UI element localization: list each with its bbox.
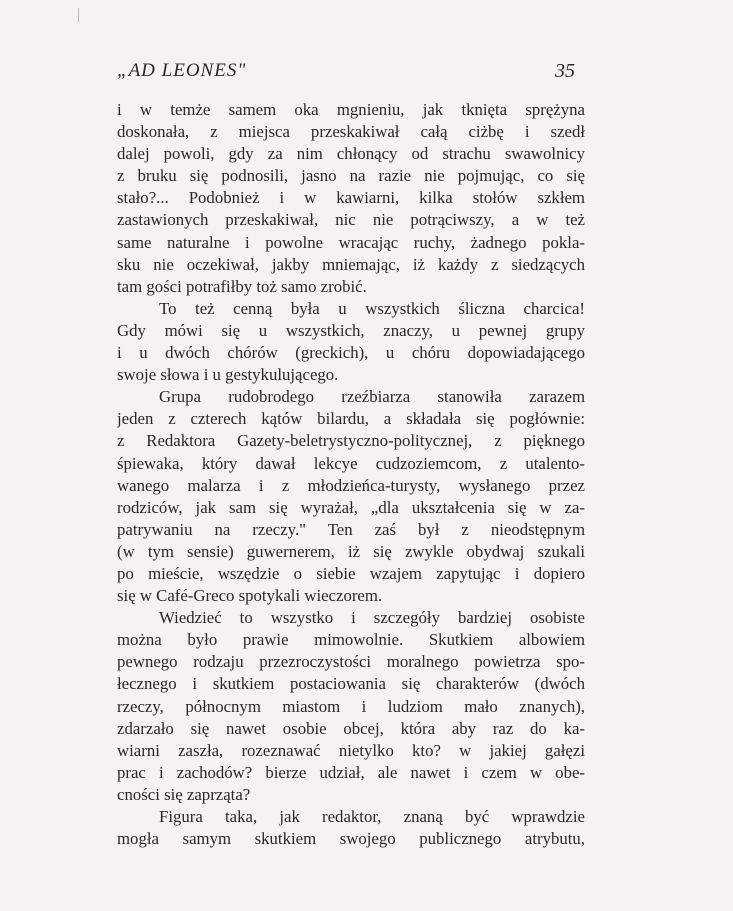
text-line: można było prawie mimowolnie. Skutkiem albowiem: [117, 630, 585, 650]
text-line: To też cenną była u wszystkich śliczna charcica!: [159, 298, 585, 318]
text-line: Grupa rudobrodego rzeźbiarza stanowiła zarazem: [159, 387, 585, 407]
text-line: rzeczy, północnym miastom i ludziom mało znanych),: [117, 696, 585, 716]
text-line: z Redaktora Gazety-beletrystyczno-politycznej, z pięknego: [117, 431, 585, 451]
text-line: rodziców, jak sam się wyrażał, „dla ukształcenia się w za-: [117, 497, 585, 517]
text-line: z bruku się podnosili, jasno na razie nie pojmując, co się: [117, 166, 585, 186]
text-line: patrywaniu na rzeczy." Ten zaś był z nieodstępnym: [117, 519, 585, 539]
text-line: Figura taka, jak redaktor, znaną być wprawdzie: [159, 807, 585, 826]
text-line: prac i zachodów? bierze udział, ale nawet i czem w obe-: [117, 762, 585, 782]
running-head: „AD LEONES": [117, 60, 247, 81]
text-line: Wiedzieć to wszystko i szczegóły bardziej osobiste: [159, 608, 585, 628]
text-line: zdarzało się nawet osobie obcej, która aby raz do ka-: [117, 718, 585, 738]
text-line: dalej powoli, gdy za nim chłonący od strachu swawolnicy: [117, 144, 585, 164]
text-line: pewnego rodzaju przezroczystości moralnego powietrza spo-: [117, 652, 585, 672]
text-line: mogła samym skutkiem swojego publicznego atrybutu,: [117, 829, 585, 849]
text-line: po mieście, wszędzie o siebie wzajem zapytując i dopiero: [117, 563, 585, 583]
text-line: Gdy mówi się u wszystkich, znaczy, u pewnej grupy: [117, 320, 585, 340]
text-line: i w temże samem oka mgnieniu, jak tknięta sprężyna: [117, 100, 585, 119]
text-line: jeden z czterech kątów bilardu, a składała się pogłównie:: [117, 409, 585, 429]
text-line: zastawionych przeskakiwał, nic nie potrąciwszy, a w też: [117, 210, 585, 230]
text-line: wiarni zaszła, rozeznawać nietylko kto? w jakiej gałęzi: [117, 740, 585, 760]
body-text: [117, 99, 585, 850]
text-line: sku nie oczekiwał, jakby mniemając, iż każdy z siedzących: [117, 254, 585, 274]
text-line: i u dwóch chórów (greckich), u chóru dopowiadającego: [117, 343, 585, 363]
text-line: cności się zaprząta?: [117, 784, 251, 804]
text-line: wanego malarza i z młodzieńca-turysty, wysłanego przez: [117, 475, 585, 495]
text-line: swoje słowa i u gestykulującego.: [117, 365, 339, 385]
text-line: stało?... Podobnież i w kawiarni, kilka stołów szkłem: [117, 188, 585, 208]
text-line: się w Café-Greco spotykali wieczorem.: [117, 586, 383, 606]
text-line: same naturalne i powolne wracając ruchy, żadnego pokla-: [117, 232, 585, 252]
text-line: (w tym sensie) guwernerem, iż się zwykle obydwaj szukali: [117, 541, 585, 561]
text-line: doskonała, z miejsca przeskakiwał całą ciżbę i szedł: [117, 122, 585, 142]
text-line: łecznego i skutkiem postaciowania się charakterów (dwóch: [117, 674, 585, 694]
scan-artifact: [78, 8, 79, 22]
text-line: śpiewaka, który dawał lekcye cudzoziemcom, z utalento-: [117, 453, 585, 473]
text-line: tam gości potrafiłby toż samo zrobić.: [117, 276, 367, 296]
page-number: 35: [555, 60, 575, 82]
